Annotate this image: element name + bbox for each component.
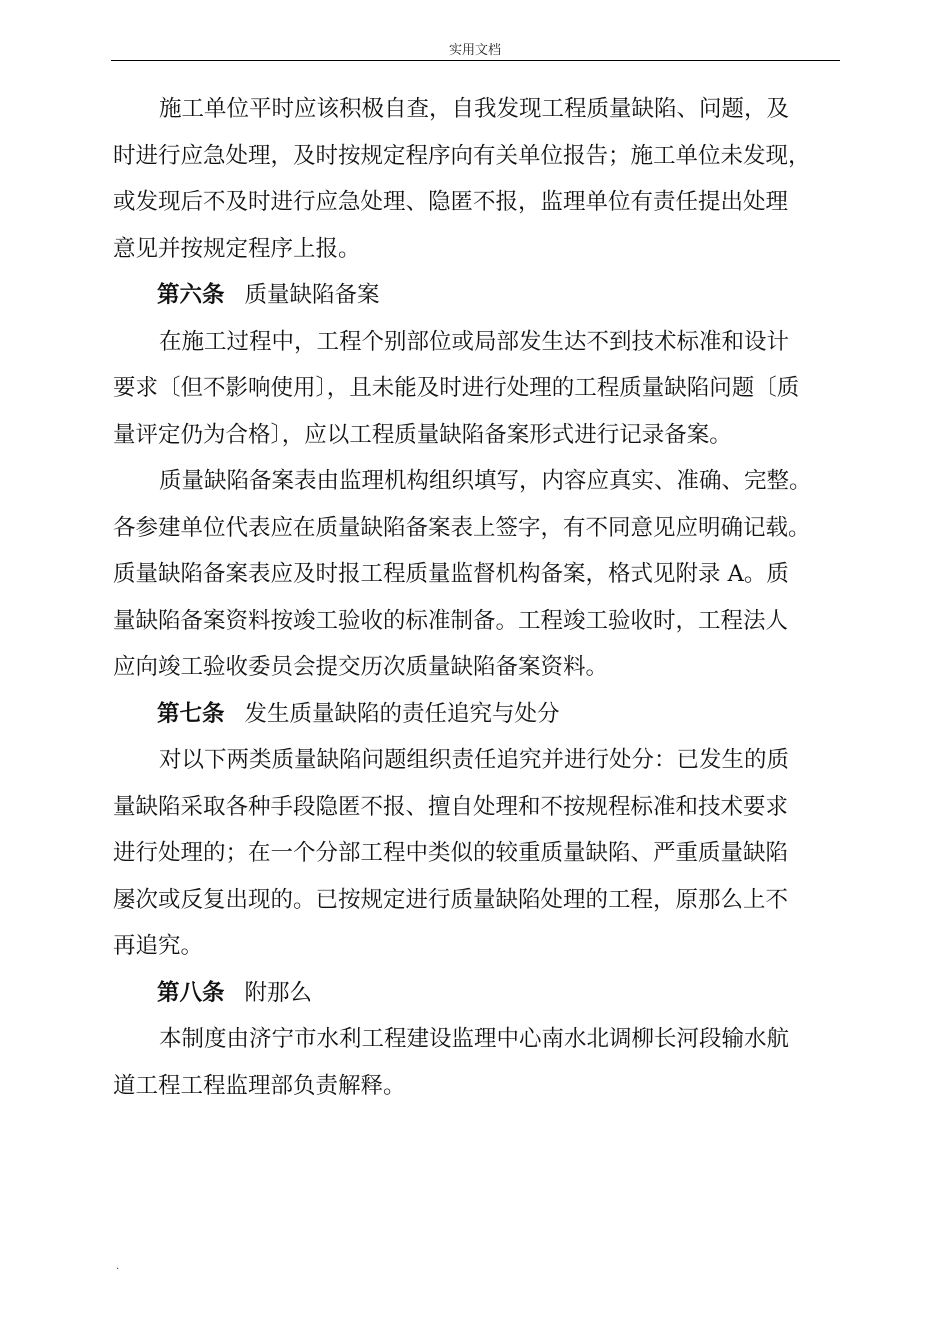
article-title: 质量缺陷备案 [244,282,380,308]
paragraph-line: 量评定仍为合格〕，应以工程质量缺陷备案形式进行记录备案。 [113,421,732,448]
paragraph-line: 屡次或反复出现的。已按规定进行质量缺陷处理的工程，原那么上不 [113,886,789,913]
paragraph-line: 进行处理的；在一个分部工程中类似的较重质量缺陷、严重质量缺陷 [113,840,789,866]
paragraph-line: 对以下两类质量缺陷问题组织责任追究并进行处分：已发生的质 [159,747,790,773]
article-title: 附那么 [244,979,313,1006]
paragraph-line: 应向竣工验收委员会提交历次质量缺陷备案资料。 [113,654,609,680]
paragraph-line: 施工单位平时应该积极自查，自我发现工程质量缺陷、问题，及 [159,96,790,122]
document-body [113,86,843,1109]
article-number: 第七条 [157,700,225,727]
article-title: 发生质量缺陷的责任追究与处分 [244,700,560,727]
footer-mark: . [116,1261,120,1272]
paragraph-line: 质量缺陷备案表应及时报工程质量监督机构备案，格式见附录 A。质 [113,561,789,587]
paragraph-line: 量缺陷备案资料按竣工验收的标准制备。工程竣工验收时，工程法人 [113,607,789,634]
paragraph-line: 道工程工程监理部负责解释。 [113,1072,406,1099]
paragraph-line: 在施工过程中，工程个别部位或局部发生达不到技术标准和设计 [159,328,790,355]
paragraph-line: 再追究。 [113,933,204,959]
article-heading-6 [113,272,843,319]
page-header-title: 实用文档 [448,43,501,58]
header-rule [111,60,840,61]
paragraph-line: 质量缺陷备案表由监理机构组织填写，内容应真实、准确、完整。 [159,468,812,494]
article-heading-8 [113,970,843,1017]
article-number: 第八条 [157,979,225,1006]
paragraph-line: 意见并按规定程序上报。 [113,235,361,262]
paragraph-line: 时进行应急处理，及时按规定程序向有关单位报告；施工单位未发现， [113,142,811,169]
paragraph-line: 量缺陷采取各种手段隐匿不报、擅自处理和不按规程标准和技术要求 [113,793,789,820]
article-number: 第六条 [157,282,225,308]
paragraph-line: 各参建单位代表应在质量缺陷备案表上签字，有不同意见应明确记载。 [113,514,811,541]
paragraph-line: 要求〔但不影响使用〕，且未能及时进行处理的工程质量缺陷问题〔质 [113,375,800,401]
paragraph-line: 本制度由济宁市水利工程建设监理中心南水北调柳长河段输水航 [159,1026,790,1052]
paragraph-line: 或发现后不及时进行应急处理、隐匿不报，监理单位有责任提出处理 [113,189,789,215]
article-heading-7 [113,691,843,738]
